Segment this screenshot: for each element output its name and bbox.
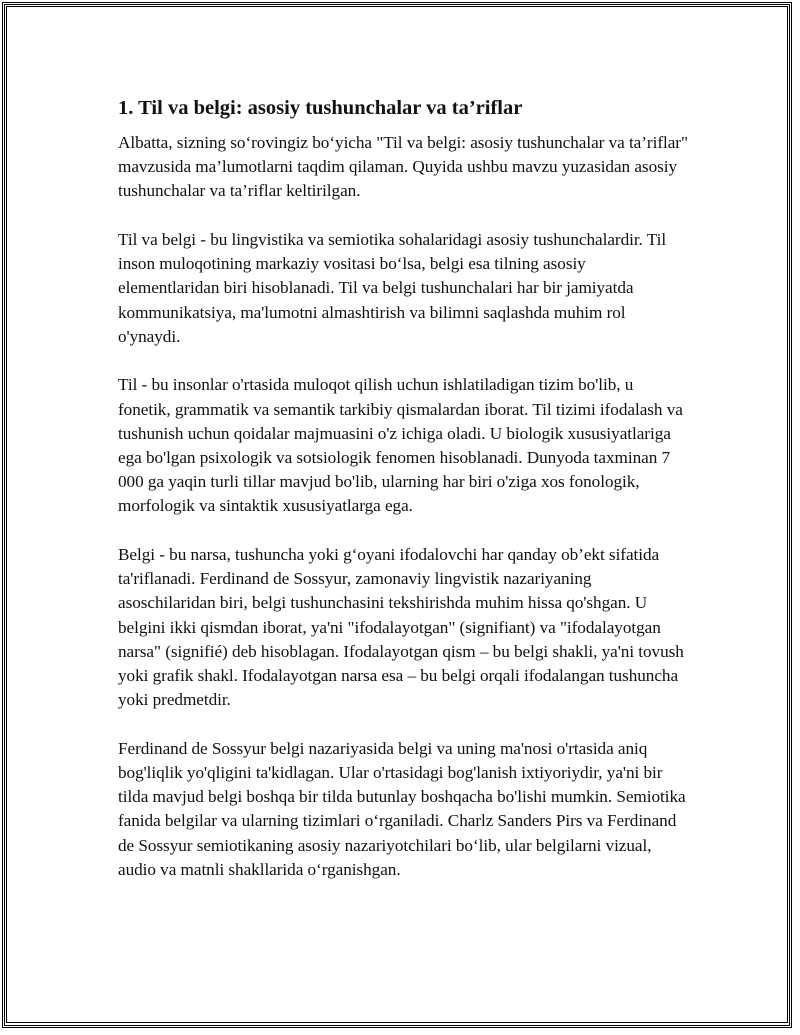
document-body [118,95,688,906]
paragraph-saussure-theory: Ferdinand de Sossyur belgi nazariyasida belgi va uning ma'nosi o'rtasida aniq bog'liqlik yo'qligini ta'kidlagan. Ular o'rtasidagi bog'lanish ixtiyoriydir, ya'ni bir tilda mavjud belgi boshqa bir tilda butunlay boshqacha bo'lishi mumkin. Semiotika fanida belgilar va ularning tizimlari o‘rganiladi. Charlz Sanders Pirs va Ferdinand de Sossyur semiotikaning asosiy nazariyotchilari bo‘lib, ular belgilarni vizual, audio va matnli shakllarida o‘rganishgan. [118,738,686,879]
paragraph-intro: Albatta, sizning so‘rovingiz bo‘yicha "Til va belgi: asosiy tushunchalar va ta’riflar" mavzusida ma’lumotlarni taqdim qilaman. Quyida ushbu mavzu yuzasidan asosiy tushunchalar va ta’riflar keltirilgan. [118,133,688,201]
paragraph-language-definition: Til - bu insonlar o'rtasida muloqot qilish uchun ishlatiladigan tizim bo'lib, u fonetik, grammatik va semantik tarkibiy qismalardan iborat. Til tizimi ifodalash va tushunish uchun qoidalar majmuasini o'z ichiga oladi. U biologik xususiyatlariga ega bo'lgan psixologik va sotsiologik fenomen hisoblanadi. Dunyoda taxminan 7 000 ga yaqin turli tillar mavjud bo'lib, ularning har biri o'ziga xos fonologik, morfologik va sintaktik xususiyatlarga ega. [118,375,683,516]
paragraph-sign-definition: Belgi - bu narsa, tushuncha yoki g‘oyani ifodalovchi har qanday ob’ekt sifatida ta'riflanadi. Ferdinand de Sossyur, zamonaviy lingvistik nazariyaning asoschilaridan biri, belgi tushunchasini tekshirishda muhim hissa qo'shgan. U belgini ikki qismdan iborat, ya'ni "ifodalayotgan" (signifiant) va "ifodalayotgan narsa" (signifié) deb hisoblagan. Ifodalayotgan qism – bu belgi shakli, ya'ni tovush yoki grafik shakl. Ifodalayotgan narsa esa – bu belgi orqali ifodalangan tushuncha yoki predmetdir. [118,545,684,710]
section-heading: 1. Til va belgi: asosiy tushunchalar va ta’riflar [118,97,523,119]
paragraph-language-and-sign: Til va belgi - bu lingvistika va semiotika sohalaridagi asosiy tushunchalardir. Til inson muloqotining markaziy vositasi bo‘lsa, belgi esa tilning asosiy elementlaridan biri hisoblanadi. Til va belgi tushunchalari har bir jamiyatda kommunikatsiya, ma'lumotni almashtirish va bilimni saqlashda muhim rol o'ynaydi. [118,230,667,346]
